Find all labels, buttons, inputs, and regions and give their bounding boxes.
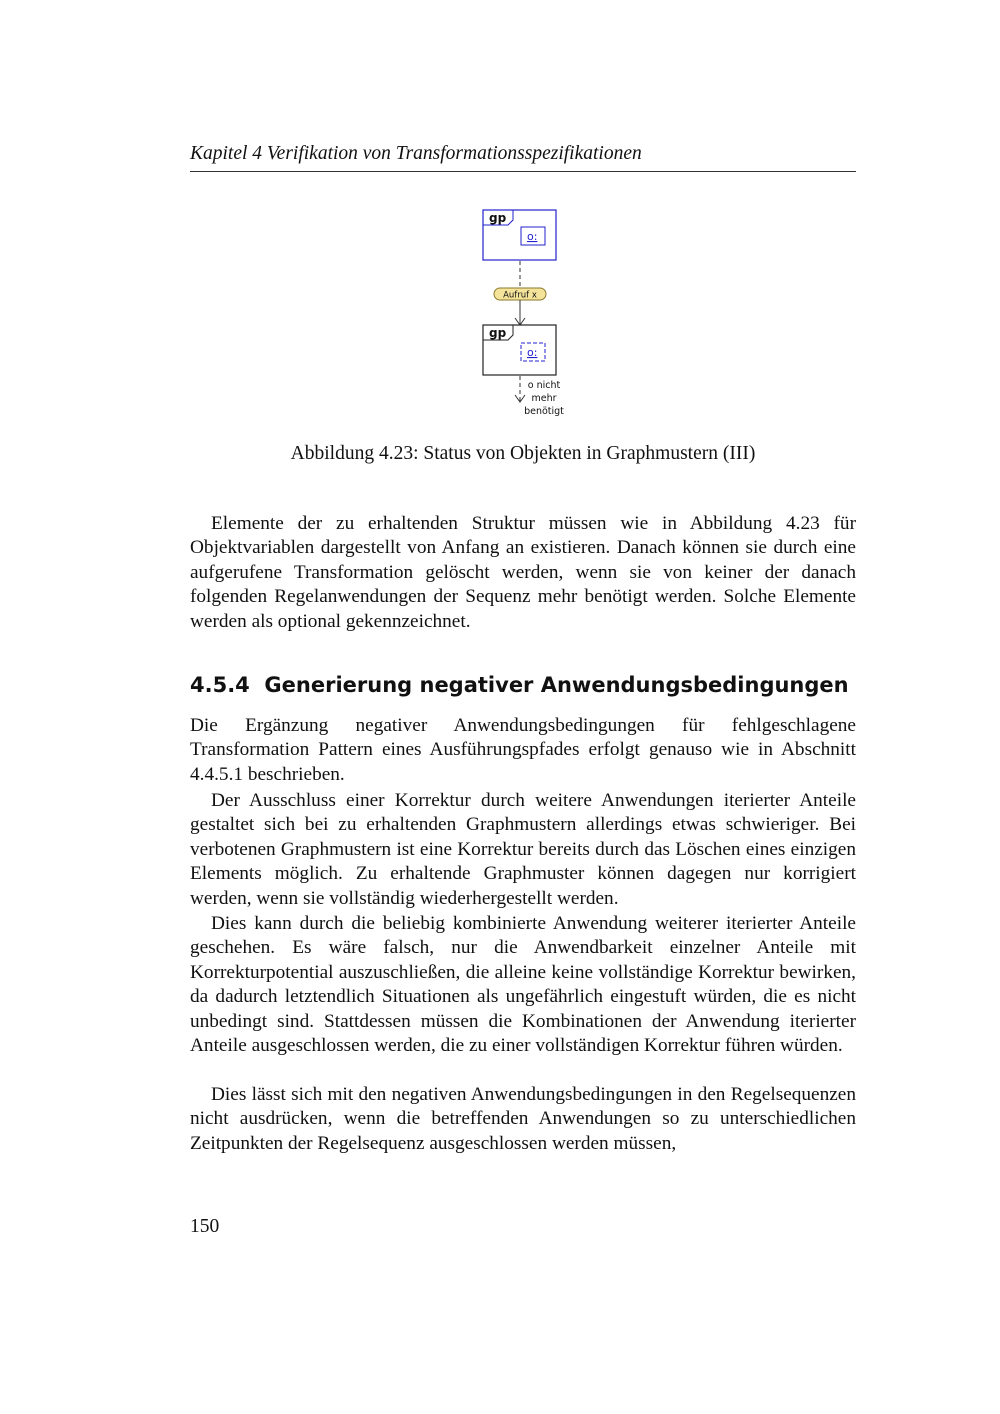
note-line-3: benötigt <box>524 406 564 417</box>
bottom-gp-label: gp <box>489 326 507 340</box>
note-line-1: o nicht <box>527 380 561 391</box>
section-heading <box>190 672 856 698</box>
section-paragraph-2: Der Ausschluss einer Korrektur durch weitere Anwendungen iterierter Anteile gestaltet sich bei zu erhaltenden Graphmustern allerdings etwas schwieriger. Bei verbotenen Graphmustern ist eine Korrektur bereits durch das Löschen eines einzigen Elements möglich. Zu erhaltende Graphmuster können dagegen nur korrigiert werden, wenn sie vollständig wiederhergestellt werden. <box>190 790 856 909</box>
note-line-2: mehr <box>531 393 557 404</box>
paragraph-optional-elements: Elemente der zu erhaltenden Struktur müssen wie in Abbildung 4.23 für Objektvariablen dargestellt von Anfang an existieren. Danach können sie durch eine aufgerufene Transformation gelöscht werden, wenn sie von keiner der danach folgenden Regelanwendungen der Sequenz mehr benötigt werden. Solche Elemente werden als optional gekennzeichnet. <box>190 513 856 632</box>
running-head: Kapitel 4 Verifikation von Transformationsspezifikationen <box>190 143 856 172</box>
page-number: 150 <box>190 1216 220 1237</box>
figure-diagram <box>476 205 586 425</box>
section-paragraph-3: Dies kann durch die beliebig kombinierte Anwendung weiterer iterierter Anteile geschehen. Es wäre falsch, nur die Anwendbarkeit einzelner Anteile mit Korrekturpotential auszuschließen, die alleine keine vollständige Korrektur bewirken, da dadurch letztendlich Situationen als ungefährlich eingestuft würden, die es nicht unbedingt sind. Stattdessen müssen die Kombinationen der Anwendung iterierter Anteile ausgeschlossen werden, die zu einer vollständigen Korrektur führen würden. <box>190 913 856 1057</box>
section-number: 4.5.4 <box>190 673 250 697</box>
section-paragraph-1: Die Ergänzung negativer Anwendungsbedingungen für fehlgeschlagene Transformation Pattern eines Ausführungspfades erfolgt genauso wie in Abschnitt 4.4.5.1 beschrieben. <box>190 715 856 785</box>
section-title: Generierung negativer Anwendungsbedingungen <box>264 673 849 697</box>
section-paragraph-4: Dies lässt sich mit den negativen Anwendungsbedingungen in den Regelsequenzen nicht ausdrücken, wenn die betreffenden Anwendungen so zu unterschiedlichen Zeitpunkten der Regelsequenz ausgeschlossen werden müssen, <box>190 1084 856 1154</box>
top-gp-label: gp <box>489 211 507 225</box>
call-label: Aufruf x <box>503 290 537 301</box>
figure-caption: Abbildung 4.23: Status von Objekten in Graphmustern (III) <box>290 443 756 464</box>
bottom-object-label: o: <box>527 346 538 359</box>
top-object-label: o: <box>527 230 538 243</box>
figure-graph-pattern-status <box>476 205 586 425</box>
